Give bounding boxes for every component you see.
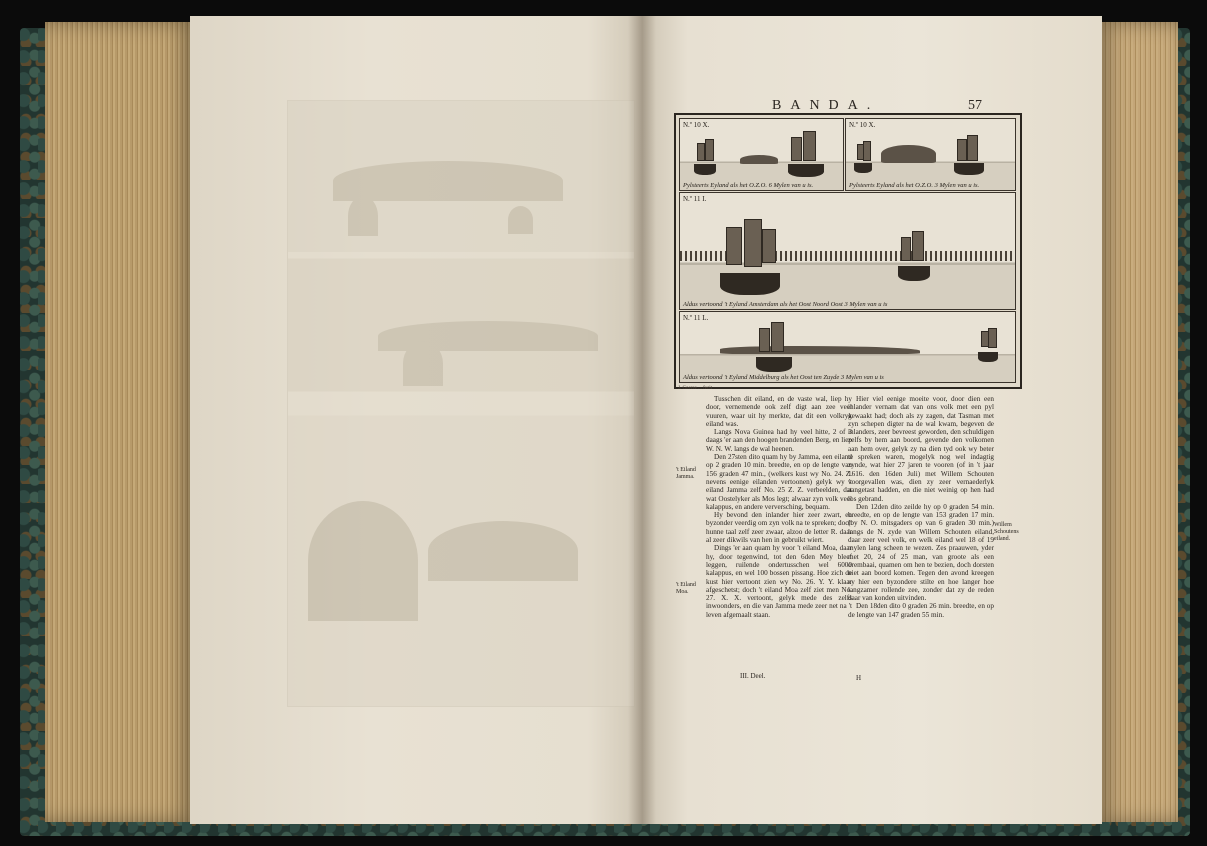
plate-panel-1 [679, 118, 844, 191]
ship-illustration [788, 129, 824, 177]
margin-note: Willem Schoutens eiland. [994, 522, 1019, 542]
island-illustration [881, 145, 936, 163]
left-fore-edge [45, 22, 195, 822]
paragraph: Den 12den dito zeilde hy op 0 graden 54 min. breedte, en op de lengte van 153 graden 17 min. (by N. O. mitsgaders op van 6 graden 30 min.) langs de N. zyde van Willem Schouten eiland, daar zeer veel volk, en welk eiland wel 18 of 19 mylen lang scheen te wezen. Zes praauwen, yder met 20, 24 of 25 man, van groote als een orembaai, quamen om hen te bezien, doch dorsten niet aan boord komen. Tegen den avond kreegen zy hier een byzondere stilte en hoe langer hoe langzamer rollende zee, zonder dat zy de reden daar van konden uitvinden. [848, 502, 994, 603]
panel-caption: Pylsteerts Eyland als het O.Z.O. 3 Mylen van u is. [849, 182, 980, 189]
ship-illustration [954, 133, 984, 175]
ship-illustration [978, 326, 998, 362]
plate-panel-4 [679, 311, 1016, 383]
running-head [772, 98, 992, 114]
signature-mark: H [856, 674, 862, 682]
paragraph: Dings 'er aan quam hy voor 't eiland Moa, daar hy, door tegenwind, tot den 6den Mey bleef leggen, ruilende ondertusschen wel 6000 kalappus, en wel 100 bossen pissang. Hoe zich de kust hier vertoont zien wy No. 26. Y. Y. klaar afgeschetst; doch 't eiland Moa zelf ziet men No. 27. X. X. vertoont, gelyk mede des zelfs inwoonders, en die van Jamma mede zeer net na 't leven afgemaalt staan. [706, 544, 852, 619]
engraved-plate [674, 113, 1022, 389]
panel-label: N.º 10 X. [849, 121, 876, 129]
gutter-shadow [628, 16, 656, 824]
ship-illustration [720, 215, 780, 295]
island-illustration [720, 346, 920, 354]
plate-panel-3 [679, 192, 1016, 310]
paragraph: Langs Nova Guinea had hy veel hitte, 2 of 3 daags 'er aan den hoogen brandenden Berg, en liep W. N. W. langs de wal heenen. [706, 428, 852, 453]
paragraph: Hy bevond den inlander hier zeer zwart, en byzonder veerdig om zyn volk na te spreken; doch hunne taal zelf zeer zwaar, alzoo de letter R. daar al zeer dikwils van hen in gebruikt wiert. [706, 511, 852, 545]
margin-note: 't Eiland Jamma. [676, 467, 696, 480]
margin-note: 't Eiland Moa. [676, 582, 696, 595]
paragraph: Tusschen dit eiland, en de vaste wal, liep hy door, vernemende ook zelf digt aan zee veel vuuren, waar uit hy merkte, dat dit een volkryk eiland was. [706, 395, 852, 428]
panel-caption: Aldus vertoond 't Eyland Amsterdam als het Oost Noord Oost 3 Mylen van u is [683, 301, 888, 308]
right-fore-edge [1098, 22, 1178, 822]
engraver-credit: J. Goeree ... fecit [678, 386, 713, 391]
paragraph: Den 18den dito 0 graden 26 min. breedte, en op de lengte van 147 graden 55 min. [848, 602, 994, 619]
page-number: 57 [968, 98, 982, 113]
running-head-title: BANDA. [772, 98, 880, 113]
paragraph: Den 27sten dito quam hy by Jamma, een eiland op 2 graden 10 min. breedte, en op de lengte van 156 graden 47 min., (welkers kust wy No. 24. Z. nevens eenige eilanden vertoonen) gelyk wy 't eiland Jamma zelf No. 25 Z. Z. verbeelden, dat wat Oostelyker als Mos legt; alwaar zyn volk veel kalappus, en andere verversching, bequam. [706, 453, 852, 511]
ship-illustration [694, 137, 716, 175]
ship-illustration [854, 139, 872, 173]
text-column-left [706, 395, 852, 670]
text-column-right [848, 395, 994, 670]
show-through-engraving [287, 100, 635, 707]
panel-label: N.º 11 L. [683, 314, 709, 322]
ship-illustration [756, 320, 792, 372]
ship-illustration [898, 229, 930, 281]
panel-label: N.º 11 I. [683, 195, 707, 203]
paragraph: Hier viel eenige moeite voor, door dien een inlander vernam dat van ons volk met een pyl gewaakt had; doch als zy zagen, dat Tasman met zyn schepen digter na de wal kwam, begeven de inlanders, zeer bevreest geworden, den schuldigen zelfs by hem aan boord, gevende den volkomen aan hem over, gelyk zy na dien tyd ook wy beter te spreken waren, mogelyk nog wel indagtig zynde, wat hier 27 jaren te vooren (of in 't jaar 1616. den 16den Juli) met Willem Schouten voorgevallen was, dien zy zeer vernaederlyk aangetast hadden, en die niet weinig op hen had los gebrand. [848, 395, 994, 503]
panel-caption: Aldus vertoond 't Eyland Middelburg als het Oost ten Zuyde 3 Mylen van u is [683, 374, 884, 381]
plate-panel-2 [845, 118, 1016, 191]
island-illustration [740, 155, 778, 164]
panel-label: N.º 10 X. [683, 121, 710, 129]
signature-mark: III. Deel. [740, 672, 766, 680]
panel-caption: Pylsteerts Eyland als het O.Z.O. 6 Mylen van u is. [683, 182, 814, 189]
